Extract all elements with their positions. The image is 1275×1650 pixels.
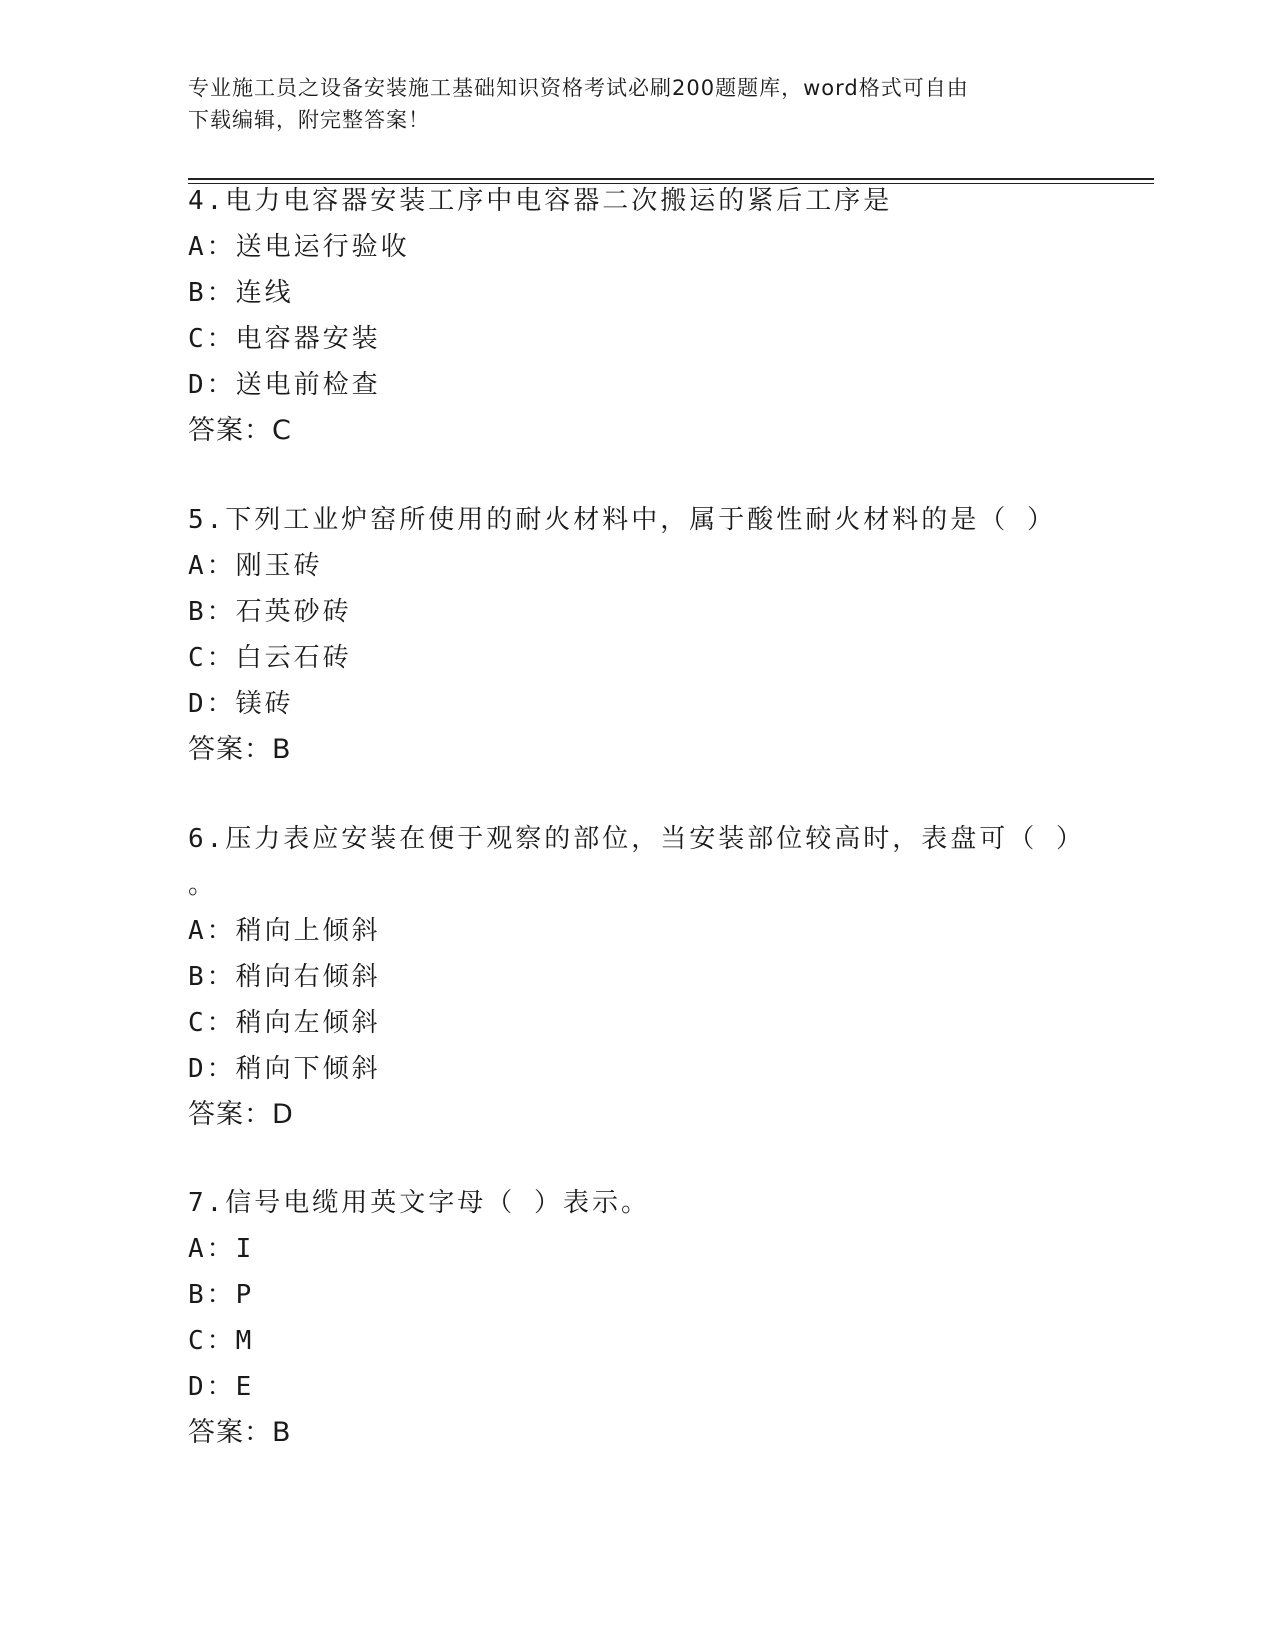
option-a: A：送电运行验收	[188, 232, 410, 262]
answer-label: 答案：C	[188, 415, 292, 446]
question-stem: 7.信号电缆用英文字母（ ）表示。	[188, 1188, 650, 1218]
option-a: A：刚玉砖	[188, 551, 323, 581]
question-6	[188, 816, 1088, 1138]
question-stem: 4.电力电容器安装工序中电容器二次搬运的紧后工序是	[188, 186, 893, 216]
option-d: D：E	[188, 1372, 255, 1402]
option-c: C：稍向左倾斜	[188, 1008, 381, 1038]
option-c: C：电容器安装	[188, 324, 381, 354]
answer-label: 答案：B	[188, 1417, 292, 1448]
answer-label: 答案：B	[188, 734, 292, 765]
option-b: B：P	[188, 1280, 255, 1310]
option-d: D：送电前检查	[188, 370, 381, 400]
option-b: B：石英砂砖	[188, 597, 352, 627]
option-c: C：M	[188, 1326, 255, 1356]
option-a: A：I	[188, 1234, 255, 1264]
option-b: B：连线	[188, 278, 294, 308]
question-stem: 6.压力表应安装在便于观察的部位，当安装部位较高时，表盘可（ ）	[188, 824, 1085, 854]
question-stem-continuation: 。	[188, 870, 215, 900]
header-line-2: 下载编辑，附完整答案！	[188, 108, 430, 132]
question-5	[188, 497, 1088, 773]
option-a: A：稍向上倾斜	[188, 916, 381, 946]
question-4	[188, 178, 1088, 454]
option-d: D：镁砖	[188, 689, 294, 719]
question-7	[188, 1180, 1088, 1456]
question-stem: 5.下列工业炉窑所使用的耐火材料中，属于酸性耐火材料的是（ ）	[188, 505, 1056, 535]
option-c: C：白云石砖	[188, 643, 352, 673]
document-header	[188, 72, 1068, 136]
header-line-1: 专业施工员之设备安装施工基础知识资格考试必刷200题题库，word格式可自由	[188, 76, 969, 100]
option-b: B：稍向右倾斜	[188, 962, 381, 992]
option-d: D：稍向下倾斜	[188, 1054, 381, 1084]
answer-label: 答案：D	[188, 1099, 294, 1130]
